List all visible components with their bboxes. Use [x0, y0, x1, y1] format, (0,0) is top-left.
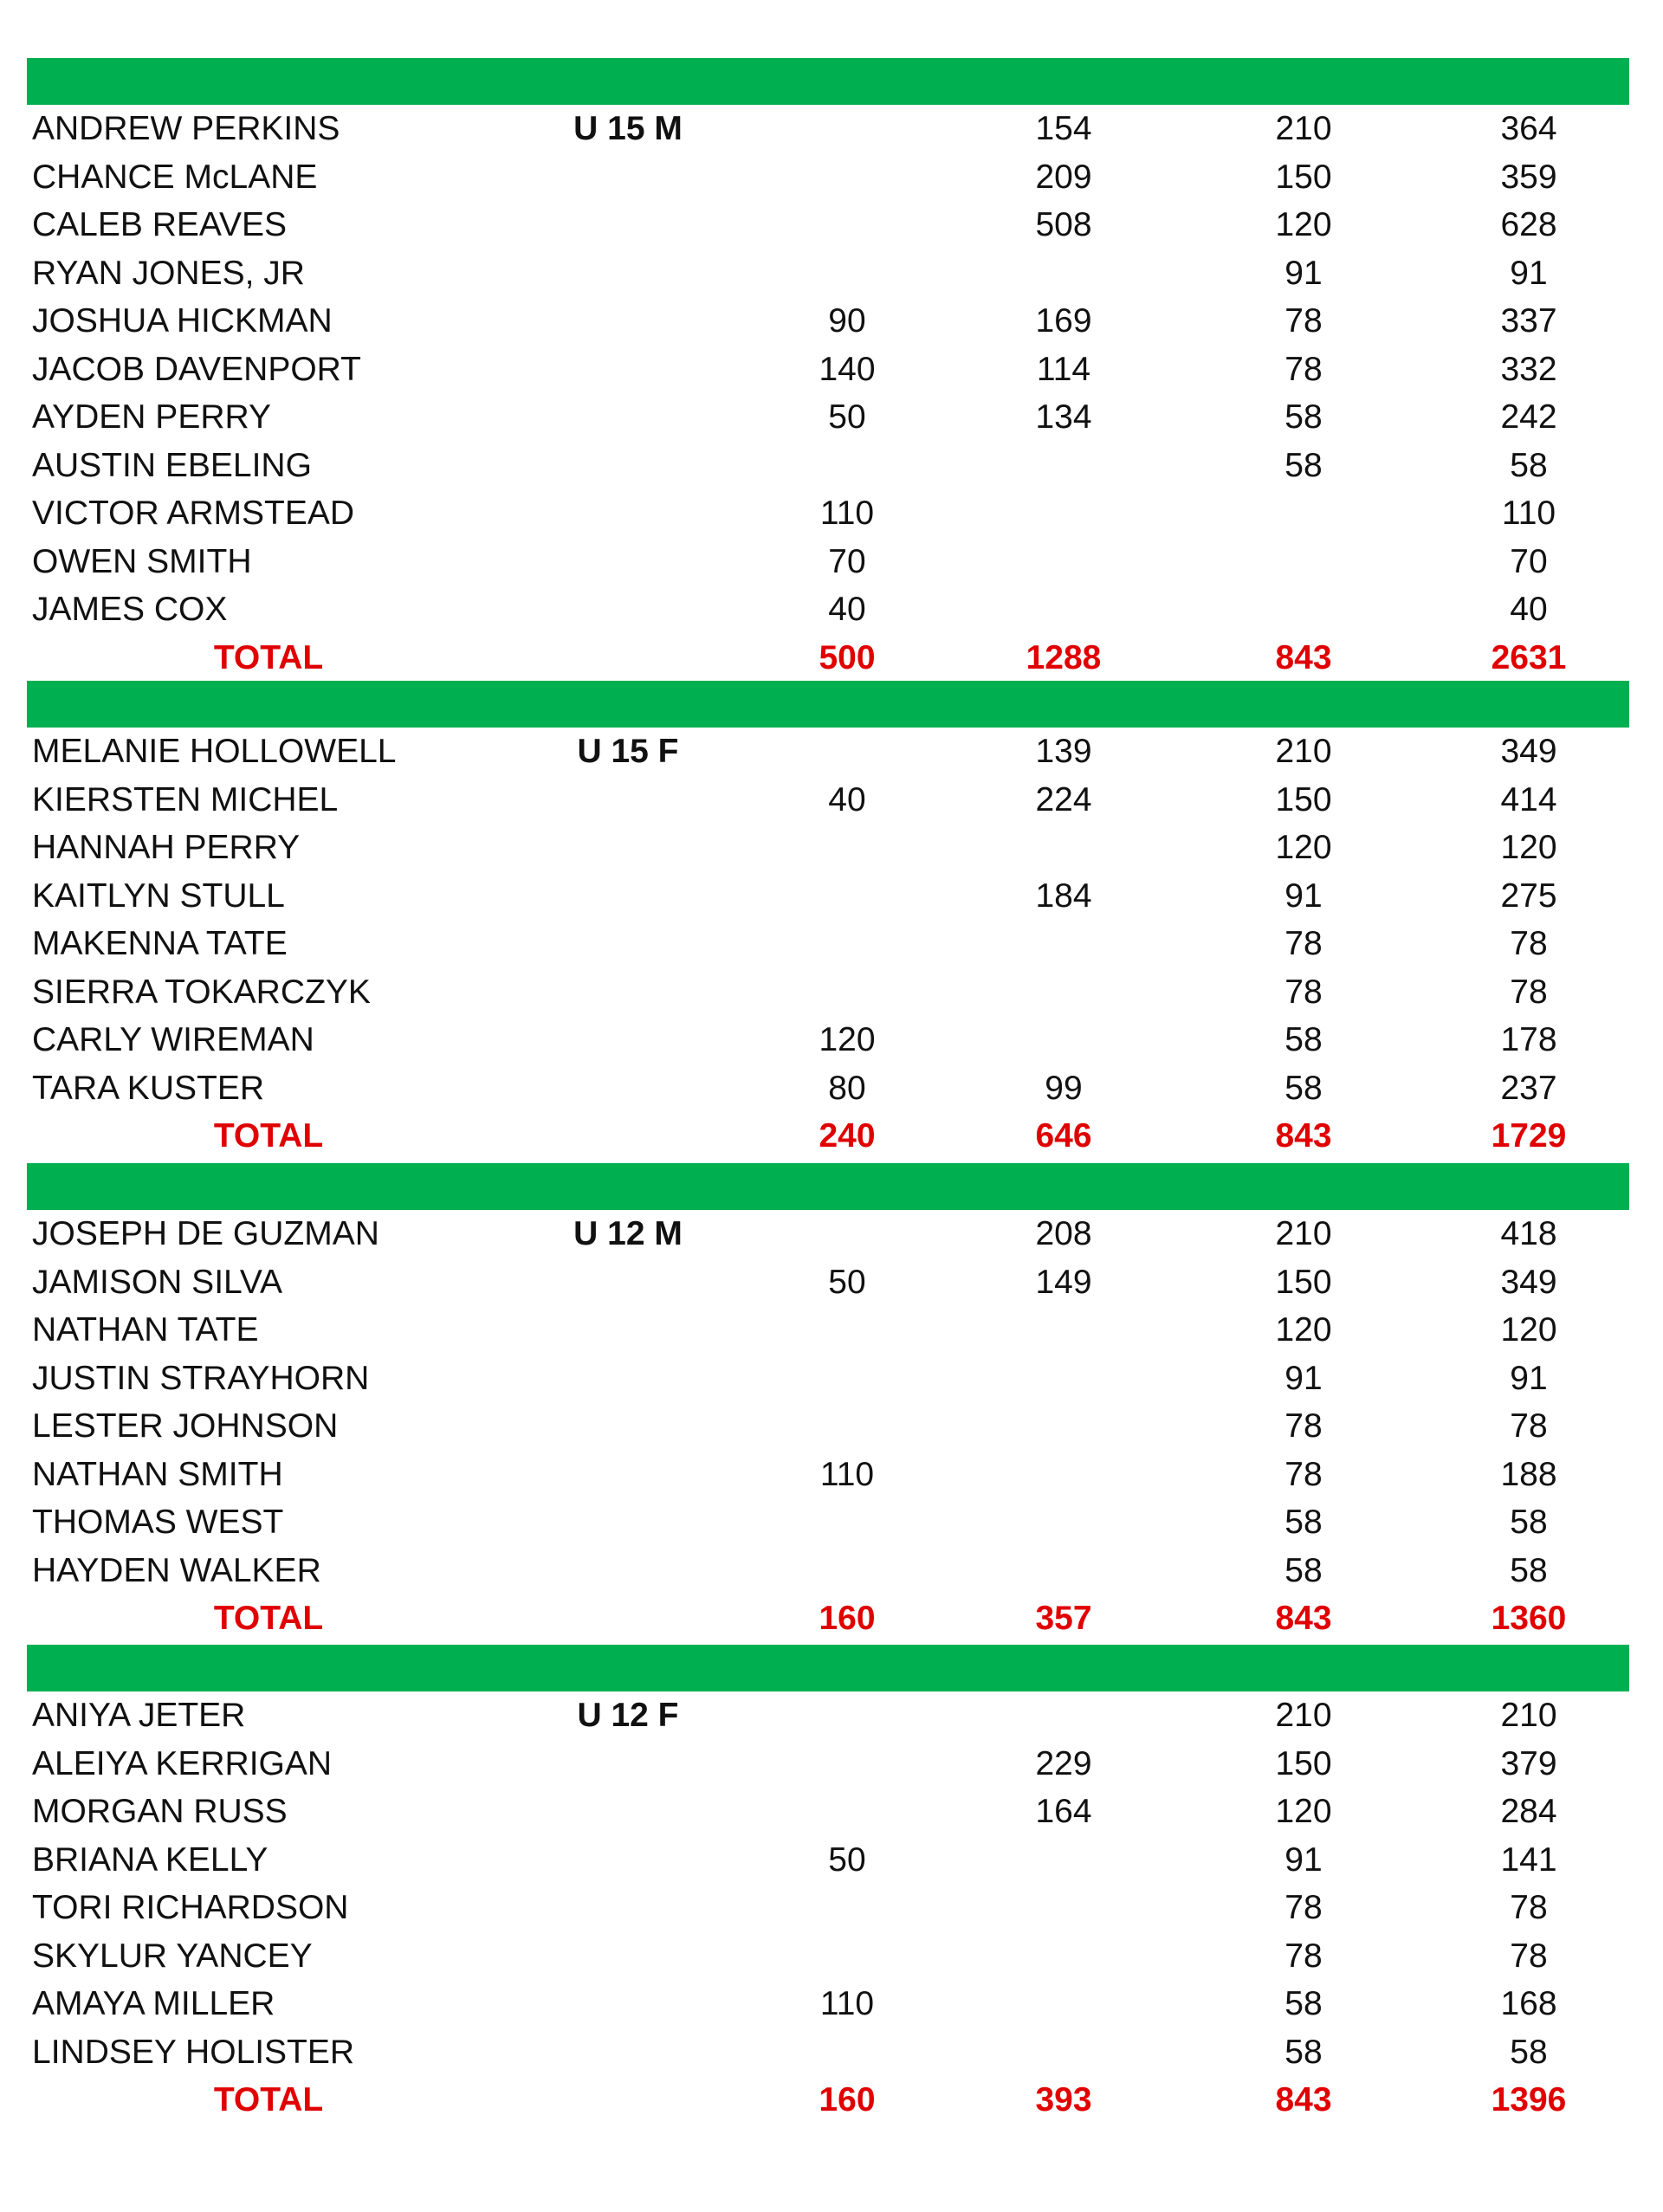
points-cell: 50 — [828, 1263, 866, 1301]
table-row — [0, 1691, 1663, 1740]
points-cell: 91 — [1284, 1359, 1323, 1397]
total-value: 500 — [819, 638, 876, 676]
athlete-name: HAYDEN WALKER — [32, 1551, 321, 1589]
athlete-name: THOMAS WEST — [32, 1504, 284, 1541]
row-total-points: 110 — [1501, 495, 1556, 532]
total-value: 160 — [819, 1600, 876, 1637]
points-cell: 154 — [1035, 110, 1092, 147]
section-header-bar — [27, 58, 1629, 105]
athlete-name: JAMISON SILVA — [32, 1263, 282, 1301]
row-total-points: 210 — [1500, 1697, 1557, 1734]
row-total-points: 78 — [1510, 1937, 1548, 1975]
athlete-name: KAITLYN STULL — [32, 876, 285, 915]
total-value: 1288 — [1026, 638, 1102, 676]
points-cell: 91 — [1284, 254, 1323, 292]
row-total-points: 242 — [1500, 398, 1557, 436]
row-total-points: 414 — [1500, 780, 1557, 818]
athlete-name: SIERRA TOKARCZYK — [32, 973, 371, 1011]
row-total-points: 91 — [1510, 1359, 1548, 1397]
category-label: U 12 F — [577, 1697, 679, 1734]
athlete-name: JOSEPH DE GUZMAN — [32, 1215, 379, 1252]
points-cell: 91 — [1284, 876, 1323, 915]
table-row — [0, 393, 1663, 442]
row-total-points: 78 — [1510, 1889, 1548, 1926]
total-value: 393 — [1035, 2081, 1092, 2118]
row-total-points: 168 — [1500, 1985, 1557, 2022]
points-cell: 210 — [1275, 1215, 1332, 1252]
points-cell: 40 — [828, 591, 866, 628]
table-row — [0, 824, 1663, 872]
athlete-name: OWEN SMITH — [32, 542, 252, 580]
table-row — [0, 776, 1663, 825]
athlete-name: JAMES COX — [32, 591, 228, 628]
athlete-name: TORI RICHARDSON — [32, 1889, 349, 1926]
points-cell: 150 — [1275, 1263, 1332, 1301]
athlete-name: ANIYA JETER — [32, 1697, 246, 1734]
athlete-name: KIERSTEN MICHEL — [32, 780, 339, 818]
row-total-points: 237 — [1500, 1069, 1557, 1107]
row-total-points: 78 — [1510, 925, 1548, 962]
table-row — [0, 442, 1663, 490]
athlete-name: LINDSEY HOLISTER — [32, 2033, 355, 2071]
section-header-bar — [27, 1163, 1629, 1210]
points-cell: 150 — [1275, 158, 1332, 196]
total-value: 240 — [819, 1117, 876, 1155]
athlete-name: HANNAH PERRY — [32, 829, 301, 866]
section-header-bar — [27, 1645, 1629, 1691]
points-cell: 78 — [1284, 1937, 1323, 1975]
points-cell: 229 — [1035, 1744, 1092, 1782]
table-row — [0, 1740, 1663, 1788]
points-cell: 139 — [1035, 733, 1092, 770]
points-cell: 149 — [1035, 1263, 1092, 1301]
category-label: U 15 F — [577, 733, 679, 770]
row-total-points: 141 — [1500, 1840, 1557, 1879]
points-cell: 110 — [819, 495, 875, 532]
row-total-points: 120 — [1500, 1311, 1557, 1349]
row-total-points: 58 — [1510, 446, 1548, 484]
row-total-points: 284 — [1500, 1793, 1557, 1830]
points-cell: 78 — [1284, 1889, 1323, 1926]
points-cell: 120 — [819, 1021, 876, 1058]
row-total-points: 70 — [1510, 542, 1548, 580]
total-label: TOTAL — [213, 1117, 324, 1155]
points-cell: 58 — [1284, 1551, 1323, 1589]
points-cell: 140 — [819, 350, 876, 388]
points-cell: 58 — [1284, 398, 1323, 436]
athlete-name: CHANCE McLANE — [32, 158, 318, 196]
table-row — [0, 968, 1663, 1017]
points-cell: 40 — [828, 780, 866, 818]
points-cell: 78 — [1284, 350, 1323, 388]
total-value: 1396 — [1491, 2081, 1567, 2118]
athlete-name: AUSTIN EBELING — [32, 446, 312, 484]
points-cell: 58 — [1284, 1021, 1323, 1058]
athlete-name: SKYLUR YANCEY — [32, 1937, 313, 1975]
points-cell: 58 — [1284, 1504, 1323, 1541]
points-cell: 134 — [1035, 398, 1092, 436]
total-row — [0, 2076, 1663, 2125]
category-label: U 12 M — [573, 1215, 683, 1252]
table-row — [0, 1258, 1663, 1307]
total-value: 843 — [1275, 638, 1332, 676]
points-cell: 210 — [1275, 1697, 1332, 1734]
table-row — [0, 1788, 1663, 1836]
athlete-name: MAKENNA TATE — [32, 925, 288, 962]
table-row — [0, 1547, 1663, 1595]
total-value: 843 — [1275, 1117, 1332, 1155]
points-cell: 210 — [1275, 733, 1332, 770]
table-row — [0, 585, 1663, 634]
points-cell: 169 — [1035, 302, 1092, 340]
total-row — [0, 1594, 1663, 1643]
athlete-name: JUSTIN STRAYHORN — [32, 1359, 370, 1397]
row-total-points: 120 — [1500, 829, 1557, 866]
points-cell: 120 — [1275, 1311, 1332, 1349]
table-row — [0, 489, 1663, 538]
table-row — [0, 1884, 1663, 1932]
athlete-name: CARLY WIREMAN — [32, 1021, 314, 1058]
points-cell: 99 — [1045, 1069, 1083, 1107]
total-label: TOTAL — [213, 638, 324, 676]
athlete-name: ANDREW PERKINS — [32, 110, 340, 147]
athlete-name: TARA KUSTER — [32, 1069, 264, 1107]
table-row — [0, 872, 1663, 921]
total-value: 843 — [1275, 2081, 1332, 2118]
row-total-points: 275 — [1500, 876, 1557, 915]
table-row — [0, 297, 1663, 346]
points-cell: 58 — [1284, 446, 1323, 484]
points-cell: 78 — [1284, 1407, 1323, 1445]
points-cell: 91 — [1284, 1840, 1323, 1879]
points-cell: 209 — [1035, 158, 1092, 196]
table-row — [0, 1210, 1663, 1258]
row-total-points: 359 — [1500, 158, 1557, 196]
points-cell: 208 — [1035, 1215, 1092, 1252]
table-row — [0, 1355, 1663, 1403]
table-row — [0, 1306, 1663, 1355]
points-cell: 80 — [828, 1069, 866, 1107]
table-row — [0, 105, 1663, 153]
athlete-name: MORGAN RUSS — [32, 1793, 288, 1830]
table-row — [0, 1016, 1663, 1064]
table-row — [0, 1836, 1663, 1885]
athlete-name: JACOB DAVENPORT — [32, 350, 361, 388]
table-row — [0, 920, 1663, 968]
points-cell: 184 — [1035, 876, 1092, 915]
points-cell: 150 — [1275, 780, 1332, 818]
athlete-name: RYAN JONES, JR — [32, 254, 305, 292]
athlete-name: CALEB REAVES — [32, 206, 288, 243]
row-total-points: 337 — [1500, 302, 1557, 340]
row-total-points: 418 — [1500, 1215, 1557, 1252]
table-row — [0, 1402, 1663, 1451]
total-value: 1729 — [1491, 1117, 1567, 1155]
total-value: 843 — [1275, 1600, 1332, 1637]
total-value: 160 — [819, 2081, 876, 2118]
table-row — [0, 2028, 1663, 2077]
athlete-name: ALEIYA KERRIGAN — [32, 1744, 333, 1782]
row-total-points: 178 — [1500, 1021, 1557, 1058]
table-row — [0, 346, 1663, 394]
total-value: 646 — [1035, 1117, 1092, 1155]
points-cell: 114 — [1036, 350, 1091, 388]
row-total-points: 349 — [1500, 733, 1557, 770]
table-row — [0, 538, 1663, 586]
athlete-name: BRIANA KELLY — [32, 1840, 269, 1879]
row-total-points: 58 — [1510, 2033, 1548, 2071]
row-total-points: 364 — [1500, 110, 1557, 147]
athlete-name: AMAYA MILLER — [32, 1985, 275, 2022]
table-row — [0, 249, 1663, 298]
section-header-bar — [27, 681, 1629, 728]
total-row — [0, 634, 1663, 682]
athlete-name: AYDEN PERRY — [32, 398, 271, 436]
points-cell: 78 — [1284, 1455, 1323, 1493]
row-total-points: 628 — [1500, 206, 1557, 243]
total-row — [0, 1112, 1663, 1161]
points-cell: 58 — [1284, 1985, 1323, 2022]
points-cell: 78 — [1284, 973, 1323, 1011]
points-cell: 150 — [1275, 1744, 1332, 1782]
total-label: TOTAL — [213, 2081, 324, 2118]
row-total-points: 58 — [1510, 1504, 1548, 1541]
row-total-points: 349 — [1500, 1263, 1557, 1301]
table-row — [0, 1064, 1663, 1113]
table-row — [0, 1451, 1663, 1499]
athlete-name: NATHAN SMITH — [32, 1455, 283, 1493]
row-total-points: 332 — [1500, 350, 1557, 388]
points-cell: 120 — [1275, 829, 1332, 866]
total-label: TOTAL — [213, 1600, 324, 1637]
points-cell: 120 — [1275, 206, 1332, 243]
category-label: U 15 M — [573, 110, 683, 147]
table-row — [0, 201, 1663, 249]
points-cell: 508 — [1035, 206, 1092, 243]
points-cell: 90 — [828, 302, 866, 340]
table-row — [0, 153, 1663, 202]
table-row — [0, 1932, 1663, 1981]
points-cell: 50 — [828, 398, 866, 436]
total-value: 1360 — [1491, 1600, 1567, 1637]
athlete-name: NATHAN TATE — [32, 1311, 259, 1349]
row-total-points: 40 — [1510, 591, 1548, 628]
points-cell: 78 — [1284, 925, 1323, 962]
athlete-name: VICTOR ARMSTEAD — [32, 495, 355, 532]
total-value: 2631 — [1491, 638, 1567, 676]
total-value: 357 — [1035, 1600, 1092, 1637]
points-cell: 110 — [819, 1455, 875, 1493]
points-cell: 210 — [1275, 110, 1332, 147]
row-total-points: 379 — [1500, 1744, 1557, 1782]
row-total-points: 78 — [1510, 1407, 1548, 1445]
table-row — [0, 1498, 1663, 1547]
athlete-name: MELANIE HOLLOWELL — [32, 733, 397, 770]
points-cell: 224 — [1035, 780, 1092, 818]
athlete-name: JOSHUA HICKMAN — [32, 302, 333, 340]
points-cell: 164 — [1035, 1793, 1092, 1830]
table-row — [0, 728, 1663, 776]
row-total-points: 78 — [1510, 973, 1548, 1011]
points-cell: 70 — [828, 542, 866, 580]
points-cell: 58 — [1284, 1069, 1323, 1107]
athlete-name: LESTER JOHNSON — [32, 1407, 339, 1445]
points-cell: 110 — [819, 1985, 875, 2022]
points-cell: 120 — [1275, 1793, 1332, 1830]
points-cell: 78 — [1284, 302, 1323, 340]
row-total-points: 188 — [1500, 1455, 1557, 1493]
points-cell: 50 — [828, 1840, 866, 1879]
row-total-points: 58 — [1510, 1551, 1548, 1589]
row-total-points: 91 — [1510, 254, 1548, 292]
table-row — [0, 1980, 1663, 2028]
points-cell: 58 — [1284, 2033, 1323, 2071]
